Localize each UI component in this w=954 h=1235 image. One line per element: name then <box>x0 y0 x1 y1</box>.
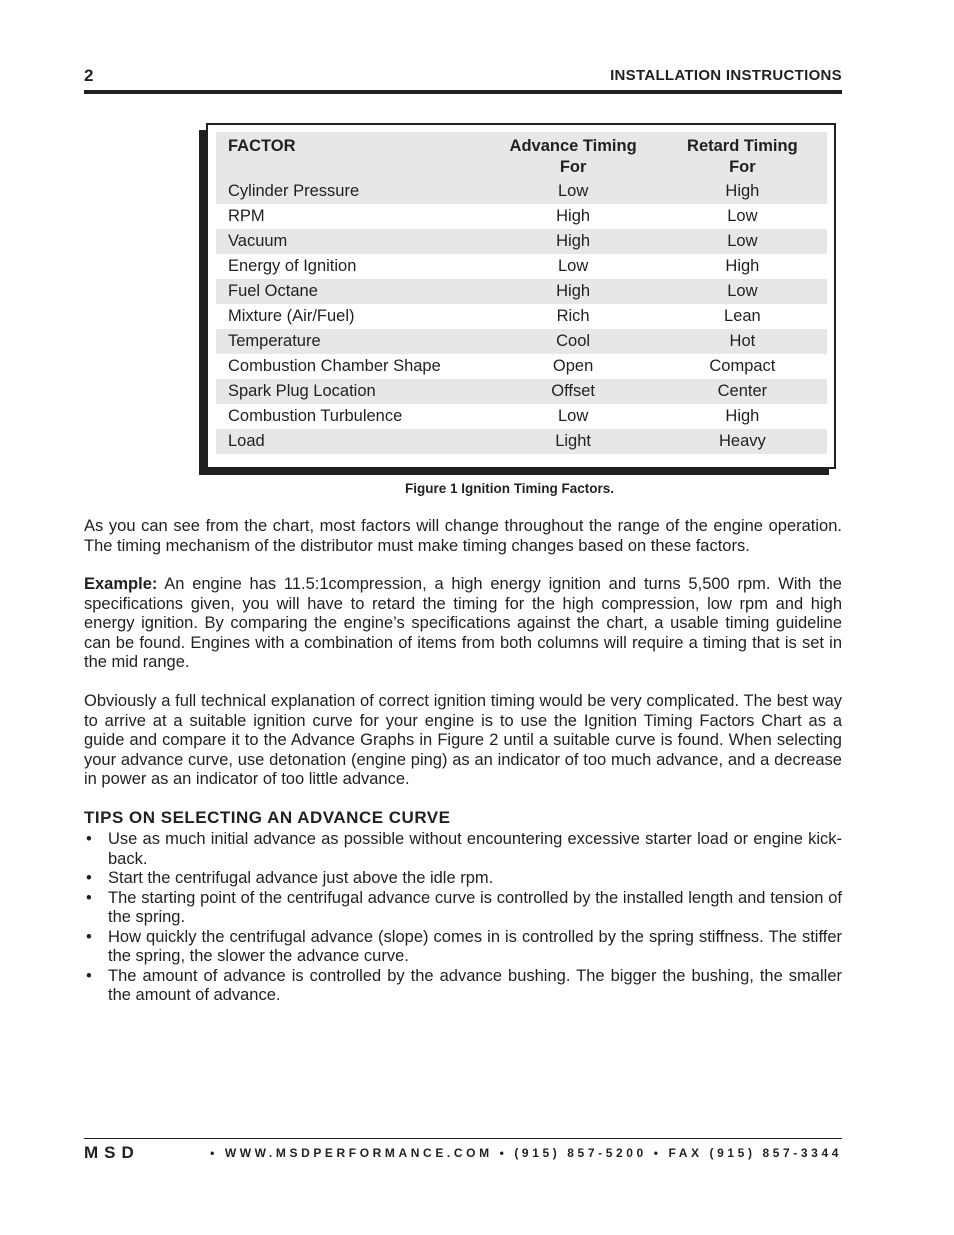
tips-list <box>84 830 842 1006</box>
footer-brand: MSD <box>84 1143 140 1162</box>
page-header <box>84 64 842 94</box>
list-item: • How quickly the centrifugal advance (slope) comes in is controlled by the spring stiffness. The stiffer the spring, the slower the advance curve. <box>86 927 842 965</box>
table-body <box>216 179 827 454</box>
page-footer <box>84 1143 842 1163</box>
table-row: Spark Plug Location Offset Center <box>216 379 827 404</box>
table-row: Cylinder Pressure Low High <box>216 179 827 204</box>
table-row: Vacuum High Low <box>216 229 827 254</box>
column-header-advance: Advance Timing For <box>509 137 637 176</box>
column-header-factor: FACTOR <box>228 137 296 155</box>
column-header-retard: Retard Timing For <box>687 137 798 176</box>
bullet-icon: • <box>86 888 92 907</box>
factors-table <box>216 132 827 454</box>
table-row: RPM High Low <box>228 207 758 225</box>
table-row: Combustion Turbulence Low High <box>228 407 760 425</box>
table-row: Load Light Heavy <box>216 429 827 454</box>
paragraph-example <box>84 575 842 673</box>
bullet-icon: • <box>86 927 92 946</box>
list-item: • Use as much initial advance as possible without encountering excessive starter load or engine kick-back. <box>86 830 842 868</box>
header-title: INSTALLATION INSTRUCTIONS <box>610 67 842 84</box>
page-number: 2 <box>84 66 94 85</box>
ignition-timing-table <box>206 123 836 469</box>
list-item: • The amount of advance is controlled by the advance bushing. The bigger the bushing, the smaller the amount of advance. <box>86 966 842 1004</box>
paragraph-explanation: Obviously a full technical explanation of correct ignition timing would be very complicated. The best way to arrive at a suitable ignition curve for your engine is to use the Ignition Timing Factors Chart as a guide and compare it to the Advance Graphs in Figure 2 until a suitable curve is found. When selecting your advance curve, use detonation (engine ping) as an indicator of too much advance, and a decrease in power as an indicator of too little advance. <box>84 692 842 788</box>
footer-contact: • WWW.MSDPERFORMANCE.COM • (915) 857-5200 • FAX (915) 857-3344 <box>210 1146 842 1160</box>
example-text: An engine has 11.5:1compression, a high energy ignition and turns 5,500 rpm. With the specifications given, you will have to retard the timing for the high compression, low rpm and high energy ignition. By comparing the engine’s specifications against the chart, a usable timing guideline can be found. Engines with a combination of items from both columns will require a timing that is set in the mid range. <box>84 575 842 671</box>
list-item: • Start the centrifugal advance just above the idle rpm. <box>86 869 494 887</box>
table-row: Temperature Cool Hot <box>216 329 827 354</box>
example-label: Example: <box>84 575 158 593</box>
list-item: • The starting point of the centrifugal advance curve is controlled by the installed length and tension of the spring. <box>86 888 842 926</box>
bullet-icon: • <box>86 966 92 985</box>
figure-caption: Figure 1 Ignition Timing Factors. <box>404 481 614 496</box>
table-row: Combustion Chamber Shape Open Compact <box>228 357 776 375</box>
table-row: Energy of Ignition Low High <box>228 257 760 275</box>
tips-heading: TIPS ON SELECTING AN ADVANCE CURVE <box>84 808 451 827</box>
paragraph-intro: As you can see from the chart, most factors will change throughout the range of the engine operation. The timing mechanism of the distributor must make timing changes based on these factors. <box>84 517 842 555</box>
table-row: Mixture (Air/Fuel) Rich Lean <box>228 307 761 325</box>
table-header-row <box>216 132 827 179</box>
bullet-icon: • <box>86 830 92 848</box>
footer-divider <box>84 1138 842 1139</box>
bullet-icon: • <box>86 869 92 887</box>
table-row: Fuel Octane High Low <box>216 279 827 304</box>
